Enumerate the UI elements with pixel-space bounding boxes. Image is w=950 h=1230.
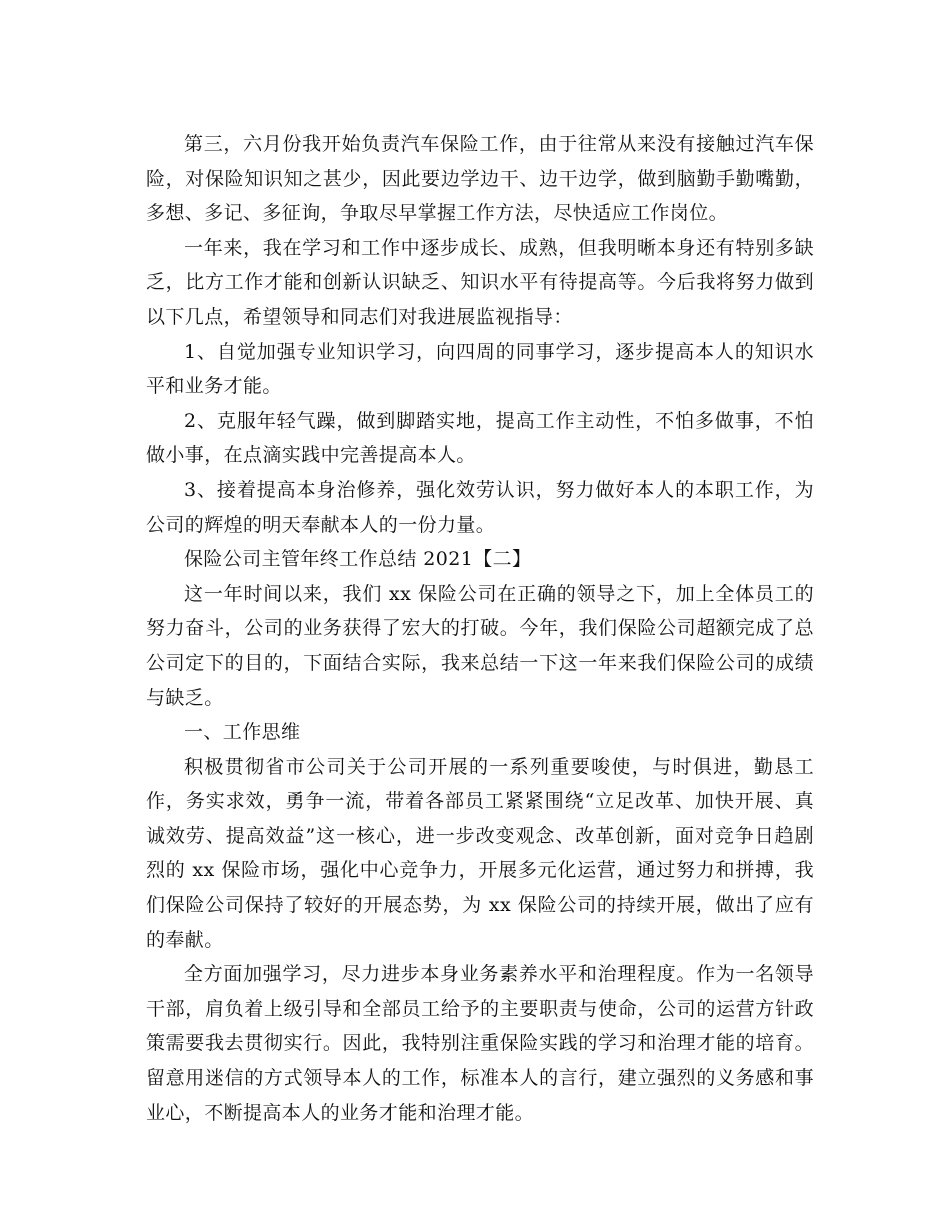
paragraph-year-review: 一年来，我在学习和工作中逐步成长、成熟，但我明晰本身还有特别多缺乏，比方工作才能和创新认识缺乏、知识水平有待提高等。今后我将努力做到以下几点，希望领导和同志们对我进展监视指导： xyxy=(146,236,814,328)
section-title: 保险公司主管年终工作总结 2021【二】 xyxy=(184,548,532,571)
paragraph-third-point: 第三，六月份我开始负责汽车保险工作，由于往常从来没有接触过汽车保险，对保险知识知之甚少，因此要边学边干、边干边学，做到脑勤手勤嘴勤，多想、多记、多征询，争取尽早掌握工作方法，尽快适应工作岗位。 xyxy=(146,133,814,225)
section-heading-work-thinking: 一、工作思维 xyxy=(184,721,301,744)
document-body xyxy=(146,127,814,1130)
paragraph-study: 全方面加强学习，尽力进步本身业务素养水平和治理程度。作为一名领导干部，肩负着上级引导和全部员工给予的主要职责与使命，公司的运营方针政策需要我去贯彻实行。因此，我特别注重保险实践的学习和治理才能的培育。留意用迷信的方式领导本人的工作，标准本人的言行，建立强烈的义务感和事业心，不断提高本人的业务才能和治理才能。 xyxy=(146,963,814,1124)
paragraph-item-2: 2、克服年轻气躁，做到脚踏实地，提高工作主动性，不怕多做事，不怕做小事，在点滴实践中完善提高本人。 xyxy=(146,409,814,467)
paragraph-intro: 这一年时间以来，我们 xx 保险公司在正确的领导之下，加上全体员工的努力奋斗，公司的业务获得了宏大的打破。今年，我们保险公司超额完成了总公司定下的目的，下面结合实际，我来总结一下这一年来我们保险公司的成绩与缺乏。 xyxy=(146,582,814,709)
paragraph-item-3: 3、接着提高本身治修养，强化效劳认识，努力做好本人的本职工作，为公司的辉煌的明天奉献本人的一份力量。 xyxy=(146,478,814,536)
paragraph-work-thinking: 积极贯彻省市公司关于公司开展的一系列重要唆使，与时俱进，勤恳工作，务实求效，勇争一流，带着各部员工紧紧围绕“立足改革、加快开展、真诚效劳、提高效益”这一核心，进一步改变观念、改革创新，面对竞争日趋剧烈的 xx 保险市场，强化中心竞争力，开展多元化运营，通过努力和拼搏，我们保险公司保持了较好的开展态势，为 xx 保险公司的持续开展，做出了应有的奉献。 xyxy=(146,755,814,951)
paragraph-item-1: 1、自觉加强专业知识学习，向四周的同事学习，逐步提高本人的知识水平和业务才能。 xyxy=(146,340,814,398)
